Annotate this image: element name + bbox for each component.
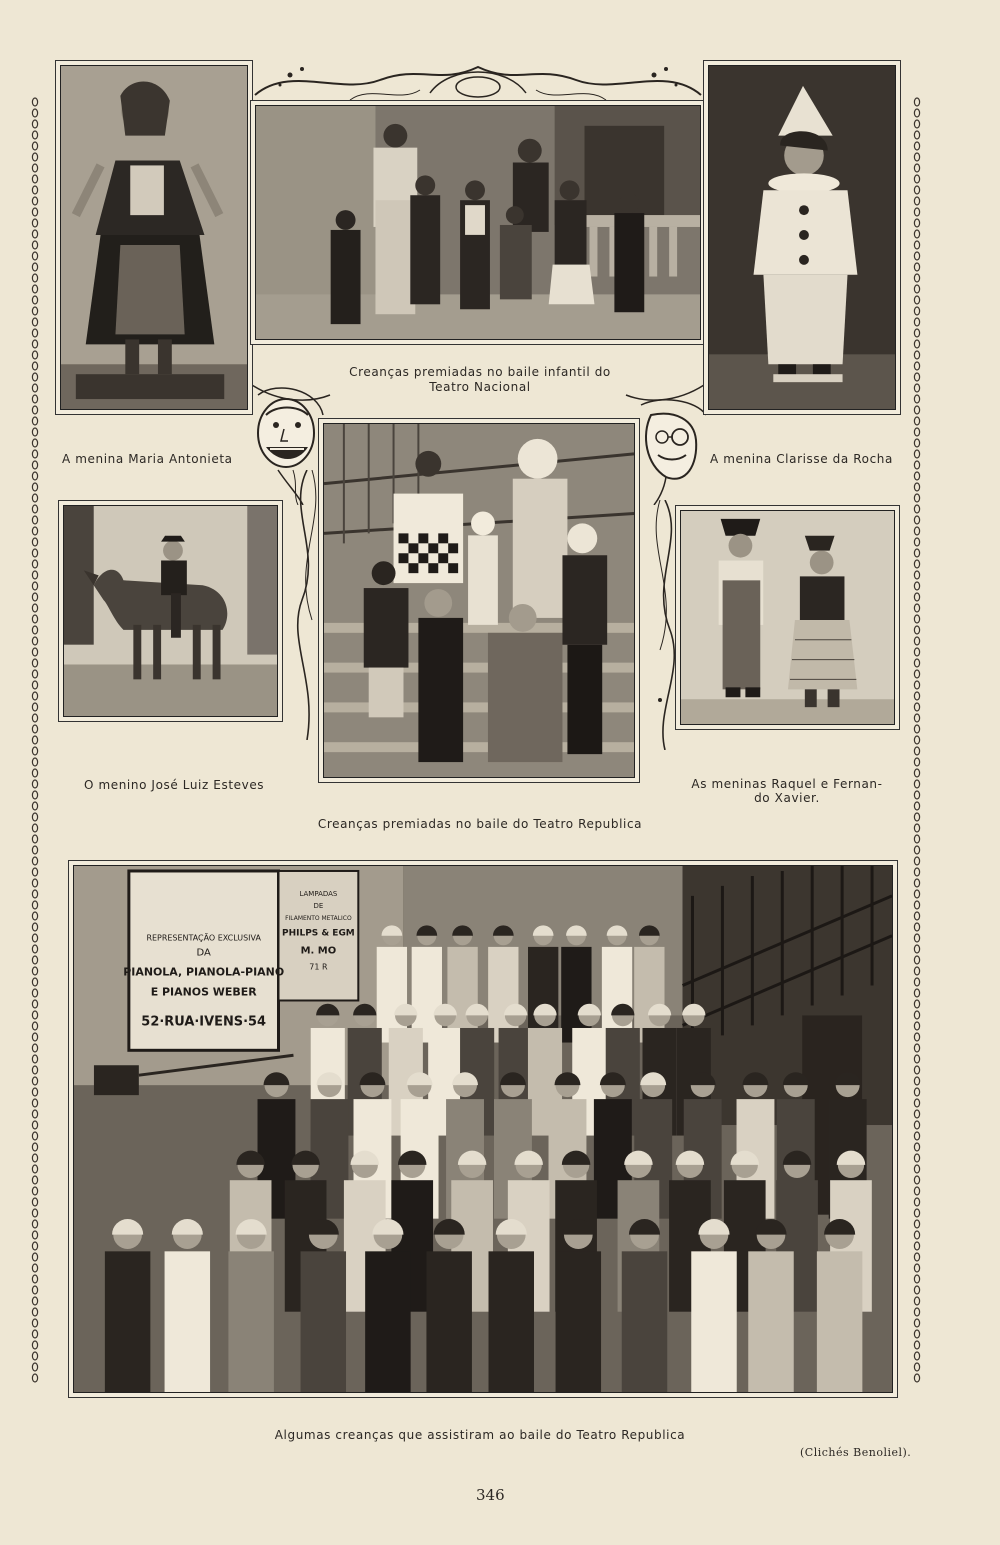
child-figure-body [748, 1251, 793, 1392]
border-dot [914, 439, 919, 447]
border-dot [914, 824, 919, 832]
border-dot [914, 681, 919, 689]
border-dot [914, 582, 919, 590]
border-dot [32, 989, 37, 997]
border-dot [914, 978, 919, 986]
border-dot [32, 538, 37, 546]
border-dot [32, 384, 37, 392]
border-dot [914, 615, 919, 623]
border-dot [32, 120, 37, 128]
caption-jose-luiz-esteves: O menino José Luiz Esteves [84, 778, 265, 792]
border-dot [914, 736, 919, 744]
border-dot [914, 274, 919, 282]
child-figure-body [556, 1251, 601, 1392]
caption-teatro-republica: Creanças premiadas no baile do Teatro Republica [317, 817, 643, 831]
border-dot [32, 1275, 37, 1283]
border-dot [914, 1242, 919, 1250]
border-dot [914, 263, 919, 271]
border-dot [32, 109, 37, 117]
right-dotted-border [912, 96, 922, 1386]
page-number: 346 [476, 1486, 505, 1504]
border-dot [32, 978, 37, 986]
border-dot [914, 527, 919, 535]
border-dot [32, 329, 37, 337]
border-dot [914, 1044, 919, 1052]
photo-bottom-group [68, 860, 898, 1398]
border-dot [32, 824, 37, 832]
border-dot [32, 1220, 37, 1228]
border-dot [32, 1374, 37, 1382]
sign-text-line-1: LAMPADAS [299, 889, 338, 898]
border-dot [914, 461, 919, 469]
border-dot [914, 560, 919, 568]
border-dot [32, 1033, 37, 1041]
border-dot [914, 934, 919, 942]
border-dot [914, 659, 919, 667]
child-figure-body [105, 1251, 150, 1392]
border-dot [32, 1066, 37, 1074]
border-dot [914, 956, 919, 964]
border-dot [914, 758, 919, 766]
border-dot [32, 780, 37, 788]
border-dot [32, 637, 37, 645]
border-dot [32, 1011, 37, 1019]
border-dot [914, 1187, 919, 1195]
border-dot [32, 912, 37, 920]
border-dot [32, 813, 37, 821]
border-dot [914, 648, 919, 656]
border-dot [914, 901, 919, 909]
border-dot [914, 1033, 919, 1041]
border-dot [32, 626, 37, 634]
border-dot [914, 1352, 919, 1360]
border-dot [32, 142, 37, 150]
photo-teatro-republica-premiadas [318, 418, 640, 783]
border-dot [32, 1055, 37, 1063]
poster-text-line-3: PIANOLA, PIANOLA-PIANO [123, 965, 285, 979]
border-dot [914, 483, 919, 491]
border-dot [32, 659, 37, 667]
sign-text-line-6: 71 R [309, 962, 328, 972]
border-dot [32, 1198, 37, 1206]
border-dot [32, 549, 37, 557]
border-dot [914, 494, 919, 502]
border-dot [32, 164, 37, 172]
border-dot [32, 868, 37, 876]
border-dot [914, 1264, 919, 1272]
border-dot [32, 285, 37, 293]
caption-bottom-group: Algumas creanças que assistiram ao baile do Teatro Republica [274, 1428, 686, 1442]
border-dot [32, 252, 37, 260]
border-dot [32, 604, 37, 612]
border-dot [914, 1165, 919, 1173]
border-dot [32, 692, 37, 700]
border-dot [914, 186, 919, 194]
border-dot [32, 131, 37, 139]
border-dot [32, 1330, 37, 1338]
border-dot [32, 505, 37, 513]
border-dot [32, 1341, 37, 1349]
border-dot [914, 329, 919, 337]
border-dot [914, 142, 919, 150]
border-dot [914, 362, 919, 370]
border-dot [914, 1275, 919, 1283]
border-dot [32, 967, 37, 975]
border-dot [32, 714, 37, 722]
border-dot [32, 1143, 37, 1151]
border-dot [32, 362, 37, 370]
border-dot [32, 1077, 37, 1085]
border-dot [914, 791, 919, 799]
border-dot [914, 626, 919, 634]
photo-jose-luiz-esteves [58, 500, 283, 722]
border-dot [32, 1264, 37, 1272]
border-dot [914, 538, 919, 546]
border-dot [32, 560, 37, 568]
border-dot [914, 1110, 919, 1118]
caption-raquel-line-1: As meninas Raquel e Fernan- [691, 777, 883, 791]
border-dot [914, 307, 919, 315]
border-dot [914, 1341, 919, 1349]
border-dot [32, 1352, 37, 1360]
border-dot [914, 1297, 919, 1305]
border-dot [914, 384, 919, 392]
border-dot [32, 1088, 37, 1096]
border-dot [914, 725, 919, 733]
border-dot [32, 747, 37, 755]
border-dot [32, 703, 37, 711]
sign-text-line-5: M. MO [300, 945, 337, 957]
border-dot [32, 417, 37, 425]
border-dot [32, 934, 37, 942]
border-dot [914, 230, 919, 238]
border-dot [914, 1176, 919, 1184]
border-dot [32, 406, 37, 414]
border-dot [914, 780, 919, 788]
border-dot [32, 802, 37, 810]
photo-teatro-nacional-group [250, 100, 706, 345]
border-dot [914, 252, 919, 260]
border-dot [32, 527, 37, 535]
border-dot [32, 1110, 37, 1118]
border-dot [914, 1143, 919, 1151]
photo-clarisse-da-rocha [703, 60, 901, 415]
border-dot [914, 593, 919, 601]
border-dot [914, 1000, 919, 1008]
border-dot [914, 813, 919, 821]
border-dot [32, 923, 37, 931]
border-dot [914, 1121, 919, 1129]
border-dot [914, 945, 919, 953]
border-dot [914, 505, 919, 513]
border-dot [914, 395, 919, 403]
border-dot [32, 1000, 37, 1008]
border-dot [914, 912, 919, 920]
border-dot [32, 395, 37, 403]
border-dot [32, 1165, 37, 1173]
border-dot [914, 120, 919, 128]
border-dot [32, 1242, 37, 1250]
border-dot [914, 109, 919, 117]
border-dot [32, 879, 37, 887]
border-dot [32, 1132, 37, 1140]
border-dot [914, 1154, 919, 1162]
border-dot [914, 1132, 919, 1140]
border-dot [914, 714, 919, 722]
poster-text-line-2: DA [196, 947, 211, 959]
border-dot [914, 637, 919, 645]
top-ornament [250, 55, 706, 105]
border-dot [914, 472, 919, 480]
border-dot [914, 670, 919, 678]
border-dot [914, 879, 919, 887]
border-dot [914, 846, 919, 854]
border-dot [32, 593, 37, 601]
border-dot [914, 1286, 919, 1294]
border-dot [32, 340, 37, 348]
border-dot [914, 890, 919, 898]
border-dot [32, 472, 37, 480]
border-dot [914, 1066, 919, 1074]
border-dot [32, 318, 37, 326]
border-dot [32, 901, 37, 909]
border-dot [32, 758, 37, 766]
sign-text-line-3: FILAMENTO METALICO [285, 914, 352, 922]
poster-text-line-1: REPRESENTAÇÃO EXCLUSIVA [146, 933, 261, 943]
border-dot [32, 582, 37, 590]
border-dot [914, 1088, 919, 1096]
child-figure-body [622, 1251, 667, 1392]
border-dot [32, 1363, 37, 1371]
border-dot [32, 1176, 37, 1184]
border-dot [914, 1220, 919, 1228]
border-dot [32, 1231, 37, 1239]
border-dot [32, 219, 37, 227]
border-dot [32, 1319, 37, 1327]
photo-maria-antonieta [55, 60, 253, 415]
border-dot [914, 285, 919, 293]
border-dot [914, 516, 919, 524]
border-dot [32, 428, 37, 436]
border-dot [32, 1121, 37, 1129]
border-dot [914, 1198, 919, 1206]
border-dot [914, 747, 919, 755]
border-dot [914, 318, 919, 326]
border-dot [32, 1154, 37, 1162]
child-figure-body [817, 1251, 862, 1392]
border-dot [914, 1209, 919, 1217]
border-dot [914, 549, 919, 557]
border-dot [32, 857, 37, 865]
border-dot [32, 483, 37, 491]
child-figure-body [365, 1251, 410, 1392]
border-dot [914, 208, 919, 216]
border-dot [32, 175, 37, 183]
sign-text-line-4: PHILPS & EGM [282, 928, 355, 939]
border-dot [914, 835, 919, 843]
caption-nacional-line-1: Creanças premiadas no baile infantil do [349, 365, 611, 379]
border-dot [914, 802, 919, 810]
border-dot [32, 571, 37, 579]
border-dot [32, 1308, 37, 1316]
border-dot [32, 98, 37, 106]
child-figure-body [165, 1251, 210, 1392]
border-dot [32, 890, 37, 898]
border-dot [914, 571, 919, 579]
border-dot [914, 1253, 919, 1261]
border-dot [914, 1022, 919, 1030]
sign-text-line-2: DE [313, 901, 324, 910]
border-dot [914, 857, 919, 865]
border-dot [32, 945, 37, 953]
border-dot [32, 648, 37, 656]
border-dot [914, 1319, 919, 1327]
border-dot [914, 98, 919, 106]
border-dot [32, 1022, 37, 1030]
border-dot [32, 230, 37, 238]
border-dot [914, 351, 919, 359]
child-figure-body [301, 1251, 346, 1392]
photo-credit: (Clichés Benoliel). [800, 1446, 912, 1459]
border-dot [914, 1077, 919, 1085]
border-dot [914, 1374, 919, 1382]
border-dot [914, 1231, 919, 1239]
border-dot [32, 153, 37, 161]
border-dot [914, 428, 919, 436]
border-dot [32, 670, 37, 678]
border-dot [32, 461, 37, 469]
caption-raquel-line-2: do Xavier. [754, 791, 820, 805]
photo-raquel-e-fernando-xavier [675, 505, 900, 730]
border-dot [32, 186, 37, 194]
poster-text-line-5: 52·RUA·IVENS·54 [141, 1014, 267, 1030]
border-dot [914, 131, 919, 139]
border-dot [32, 846, 37, 854]
left-dotted-border [30, 96, 40, 1386]
border-dot [914, 769, 919, 777]
border-dot [914, 868, 919, 876]
border-dot [914, 175, 919, 183]
border-dot [914, 219, 919, 227]
border-dot [32, 1253, 37, 1261]
border-dot [914, 1099, 919, 1107]
border-dot [914, 1363, 919, 1371]
border-dot [32, 835, 37, 843]
border-dot [32, 791, 37, 799]
border-dot [914, 692, 919, 700]
caricature-right-face [636, 395, 710, 505]
border-dot [914, 1308, 919, 1316]
border-dot [914, 153, 919, 161]
border-dot [32, 1297, 37, 1305]
border-dot [32, 725, 37, 733]
poster-text-line-4: E PIANOS WEBER [150, 985, 257, 999]
caption-maria-antonieta: A menina Maria Antonieta [62, 452, 233, 466]
border-dot [32, 681, 37, 689]
border-dot [914, 967, 919, 975]
border-dot [914, 989, 919, 997]
border-dot [914, 604, 919, 612]
border-dot [914, 1011, 919, 1019]
border-dot [32, 615, 37, 623]
border-dot [32, 1209, 37, 1217]
border-dot [32, 263, 37, 271]
border-dot [32, 450, 37, 458]
border-dot [32, 494, 37, 502]
child-figure-body [426, 1251, 471, 1392]
border-dot [32, 274, 37, 282]
border-dot [914, 296, 919, 304]
border-dot [914, 450, 919, 458]
border-dot [914, 164, 919, 172]
border-dot [914, 1330, 919, 1338]
border-dot [32, 1099, 37, 1107]
border-dot [32, 373, 37, 381]
border-dot [32, 769, 37, 777]
border-dot [914, 340, 919, 348]
border-dot [914, 1055, 919, 1063]
caption-nacional-line-2: Teatro Nacional [429, 380, 531, 394]
border-dot [914, 241, 919, 249]
border-dot [32, 1187, 37, 1195]
border-dot [32, 1044, 37, 1052]
caption-clarisse-da-rocha: A menina Clarisse da Rocha [710, 452, 893, 466]
border-dot [32, 197, 37, 205]
child-figure-body [691, 1251, 736, 1392]
border-dot [32, 516, 37, 524]
border-dot [32, 1286, 37, 1294]
border-dot [32, 439, 37, 447]
border-dot [914, 197, 919, 205]
border-dot [914, 703, 919, 711]
border-dot [32, 208, 37, 216]
border-dot [914, 923, 919, 931]
child-figure-body [489, 1251, 534, 1392]
border-dot [914, 406, 919, 414]
border-dot [914, 373, 919, 381]
border-dot [32, 241, 37, 249]
border-dot [32, 351, 37, 359]
border-dot [32, 956, 37, 964]
border-dot [914, 417, 919, 425]
child-figure-body [228, 1251, 273, 1392]
border-dot [32, 296, 37, 304]
border-dot [32, 307, 37, 315]
border-dot [32, 736, 37, 744]
